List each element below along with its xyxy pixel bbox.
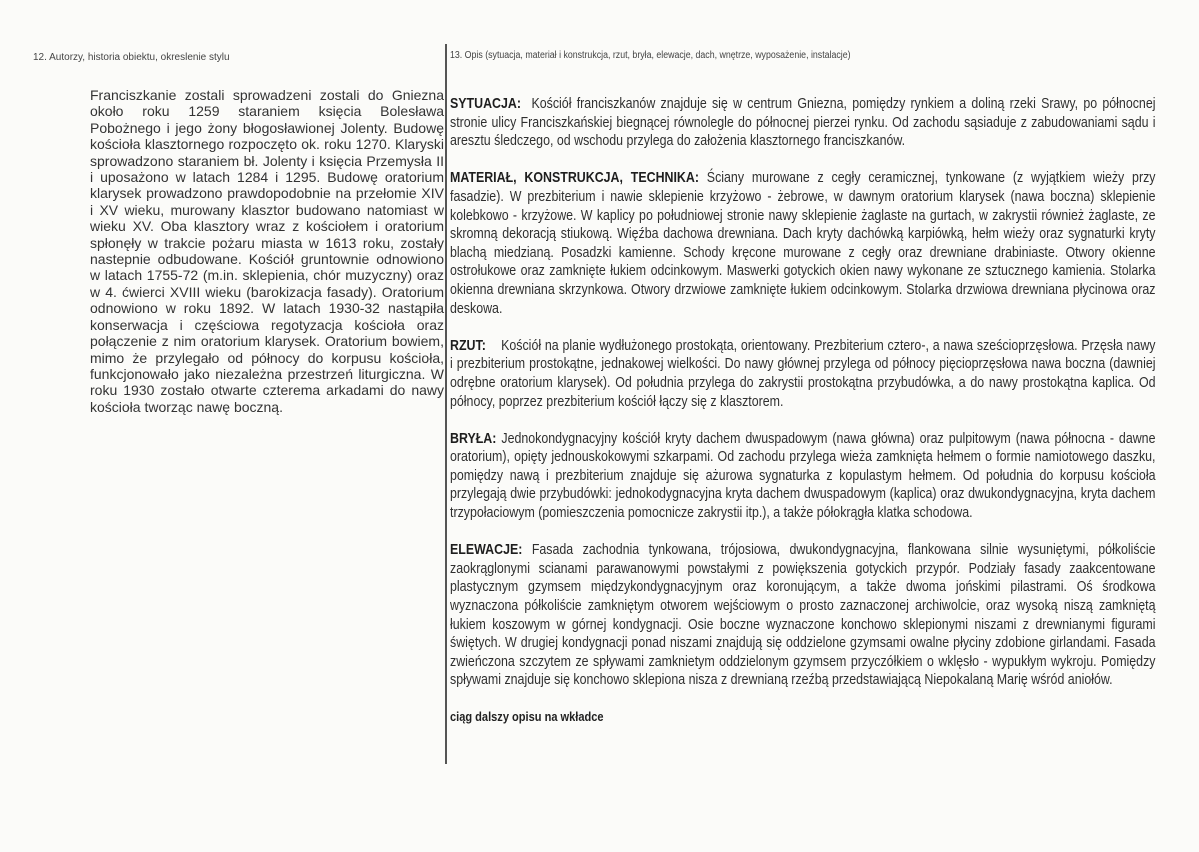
section-12-header: 12. Autorzy, historia obiektu, okreslenie stylu xyxy=(33,52,230,63)
section-label: BRYŁA: xyxy=(450,430,497,447)
section-elewacje xyxy=(450,541,1156,690)
history-text: Franciszkanie zostali sprowadzeni zostali do Gniezna około roku 1259 staraniem księcia Bolesława Pobożnego i jego żony błogosławionej Jolenty. Budowę kościoła klasztornego rozpoczęto ok. roku 1270. Klaryski sprowadzono staraniem bł. Jolenty i księcia Przemysła II i uposażono w latach 1284 i 1295. Budowę oratorium klarysek prowadzono prawdopodobnie na przełomie XIV i XV wieku, murowany klasztor budowano natomiast w wieku XV. Oba klasztory wraz z kościołem i oratorium spłonęły w trakcie pożaru miasta w 1613 roku, zostały nastepnie odbudowane. Kościół gruntownie odnowiono w latach 1755-72 (m.in. sklepienia, chór muzyczny) oraz w 4. ćwierci XVIII wieku (barokizacja fasady). Oratorium odnowiono w roku 1892. W latach 1930-32 nastąpiła konserwacja i częściowa regotyzacja kościoła oraz połączenie z nim oratorium klarysek. Oratorium bowiem, mimo że przylegało od północy do korpusu kościoła, funkcjonowało jako niezależna przestrzeń liturgiczna. W roku 1930 zostało otwarte czterema arkadami do nawy kościoła tworząc nawę boczną. xyxy=(90,87,444,415)
section-text: Ściany murowane z cegły ceramicznej, tynkowane (z wyjątkiem wieży przy fasadzie). W prezbiterium i nawie sklepienie krzyżowo - żebrowe, w dawnym oratorium klarysek (nawa boczna) sklepienie kolebkowo - krzyżowe. W kaplicy po południowej stronie nawy sklepienie żaglaste na gurtach, w zakrystii również żaglaste, ze skromną dekoracją stiukową. Więźba dachowa drewniana. Dach kryty dachówką karpiówką, hełm wieży oraz sygnaturki kryty blachą miedzianą. Posadzki kamienne. Schody kręcone murowane z cegły oraz drewniane drabiniaste. Otwory okienne ostrołukowe oraz zamknięte łukiem odcinkowym. Maswerki gotyckich okien nawy wykonane ze sztucznego kamienia. Stolarka okienna drewniana skrzynkowa. Otwory drzwiowe zamknięte łukiem odcinkowym. Stolarka drzwiowa drewniana płycinowa oraz deskowa. xyxy=(450,170,1156,317)
section-text: Fasada zachodnia tynkowana, trójosiowa, dwukondygnacyjna, flankowana silnie wysuniętymi, półkoliście zaokrąglonymi scianami parawanowymi powstałymi z powiększenia gotyckich przypór. Podziały fasady zaakcentowane plastycznym gzymsem międzykondygnacyjnym oraz koronującym, a także dwoma jońskimi pilastrami. Oś środkowa wyznaczona półkoliście zamkniętym otworem wejściowym o prosto zaznaczonej archiwolcie, oraz wysoką niszą zamkniętą łukiem koszowym w górnej kondygnacji. Osie boczne wyznaczone konchowo sklepionymi niszami z drewnianymi figurami świętych. W drugiej kondygnacji ponad niszami znajdują się oddzielone gzymsami owalne płyciny zdobione girlandami. Fasada zwieńczona szczytem ze spływami zamknietym oddzielonym gzymsem przyczółkiem o wklęsło - wypukłym wykroju. Pomiędzy spływami znajduje się konchowo sklepiona nisza z drewnianą rzeźbą przedstawiającą Niepokalaną Marię wśród aniołów. xyxy=(450,542,1156,689)
section-text: Jednokondygnacyjny kościół kryty dachem dwuspadowym (nawa główna) oraz pulpitowym (nawa północna - dawne oratorium), opięty jednouskokowymi szkarpami. Od zachodu przylega wieża zamknięta hełmem o formie namiotowego daszku, pomiędzy nawą i prezbiterium znajduje się ażurowa sygnaturka z kopulastym hełmem. Od południa do korpusu kościoła przylegają dwie przybudówki: jednokodygnacyjna kryta dachem dwuspadowym (kaplica) oraz dwukondygnacyjna, kryta dachem trzypołaciowym (pomieszczenia pomocnicze zakrystii itp.), a także półokrągła klatka schodowa. xyxy=(450,430,1156,522)
section-13-header: 13. Opis (sytuacja, materiał i konstrukcja, rzut, bryła, elewacje, dach, wnętrze, wyposażenie, instalacje) xyxy=(450,50,851,61)
section-label: MATERIAŁ, KONSTRUKCJA, TECHNIKA: xyxy=(450,170,699,187)
section-label: SYTUACJA: xyxy=(450,96,521,112)
continuation-note: ciąg dalszy opisu na wkładce xyxy=(450,708,604,724)
section-bryla xyxy=(450,430,1156,523)
section-label: ELEWACJE: xyxy=(450,542,523,559)
column-divider xyxy=(445,44,447,764)
description-column xyxy=(450,95,1156,724)
section-text: Kościół franciszkanów znajduje się w centrum Gniezna, pomiędzy rynkiem a doliną rzeki Srawy, po północnej stronie ulicy Franciszkańskiej biegnącej równolegle do północnej pierzei rynku. Od zachodu sąsiaduje z zabudowaniami sądu i aresztu śledczego, od wschodu przylega do założenia klasztornego franciszkanów. xyxy=(450,96,1156,150)
section-text: Kościół na planie wydłużonego prostokąta, orientowany. Prezbiterium cztero-, a nawa sześcioprzęsłowa. Przęsła nawy i prezbiterium prostokątne, jednakowej wielkości. Do nawy głównej przylega od północy pięcioprzęsłowa nawa boczna (dawniej odrębne oratorium klarysek). Od południa przylega do zakrystii prostokątna przybudówka, a do nawy prostokątna kaplica. Od północy, poprzez prezbiterium kościół łączy się z klasztorem. xyxy=(450,337,1156,410)
section-label: RZUT: xyxy=(450,337,486,354)
section-sytuacja xyxy=(450,95,1156,151)
section-material xyxy=(450,169,1156,318)
section-rzut xyxy=(450,337,1156,411)
